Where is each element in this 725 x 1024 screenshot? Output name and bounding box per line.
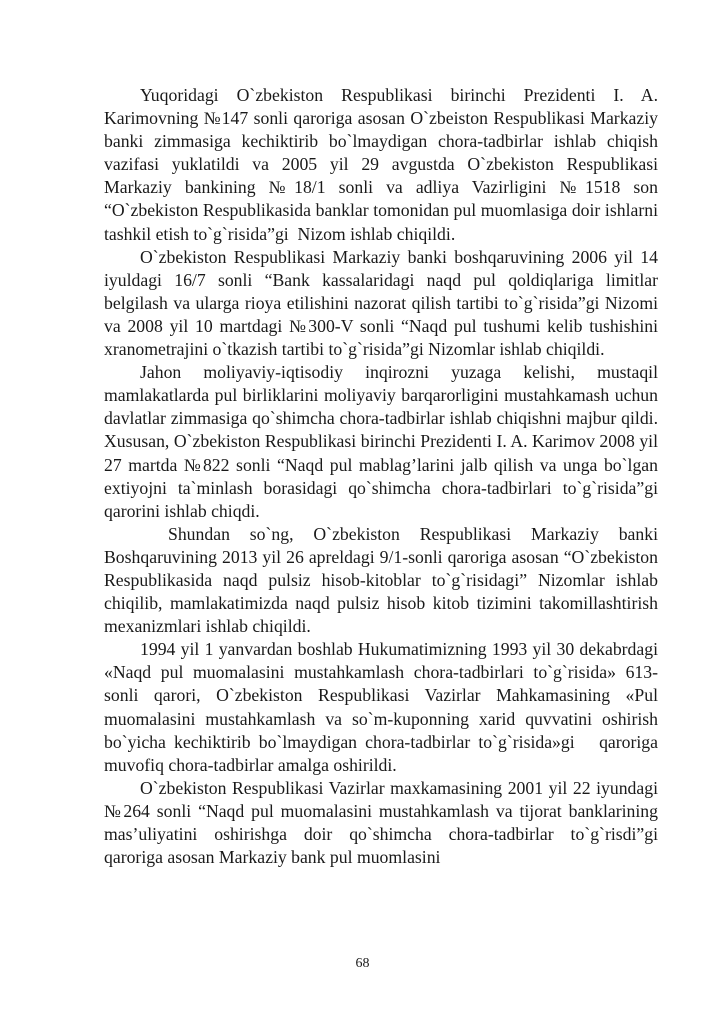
paragraph-4: Shundan so`ng, O`zbekiston Respublikasi Markaziy banki Boshqaruvining 2013 yil 26 apreldagi 9/1-sonli qaroriga asosan “O`zbekiston Respublikasida naqd pulsiz hisob-kitoblar to`g`risidagi” Nizomlar ishlab chiqilib, mamlakatimizda naqd pulsiz hisob kitob tizimini takomillashtirish mexanizmlari ishlab chiqildi. — [104, 523, 667, 637]
paragraph-1: Yuqoridagi O`zbekiston Respublikasi birinchi Prezidenti I. A. Karimovning №147 sonli qaroriga asosan O`zbeiston Respublikasi Markaziy banki zimmasiga kechiktirib bo`lmaydigan chora-tadbirlar ishlab chiqish vazifasi yuklatildi va 2005 yil 29 avgustda O`zbekiston Respublikasi Markaziy bankining №18/1 sonli va adliya Vazirligini №1518 son “O`zbekiston Respublikasida banklar tomonidan pul muomlasiga doir ishlarni tashkil etish to`g`risida”gi Nizom ishlab chiqildi. — [104, 85, 663, 244]
body-text — [104, 84, 676, 869]
paragraph-3: Jahon moliyaviy-iqtisodiy inqirozni yuzaga kelishi, mustaqil mamlakatlarda pul birliklarini moliyaviy barqarorligini mustahkamash uchun davlatlar zimmasiga qo`shimcha chora-tadbirlar ishlab chiqishni majbur qildi. Xususan, O`zbekiston Respublikasi birinchi Prezidenti I. A. Karimov 2008 yil 27 martda №822 sonli “Naqd pul mablag’larini jalb qilish va unga bo`lgan extiyojni ta`minlash borasidagi qo`shimcha chora-tadbirlari to`g`risida”gi qarorini ishlab chiqdi. — [104, 362, 676, 521]
paragraph-6: O`zbekiston Respublikasi Vazirlar maxkamasining 2001 yil 22 iyundagi №264 sonli “Naqd pul muomalasini mustahkamlash va tijorat banklarining mas’uliyatini oshirishga doir qo`shimcha chora-tadbirlar to`g`risdi”gi qaroriga asosan Markaziy bank pul muomlasini — [104, 777, 663, 868]
page-number: 68 — [355, 956, 370, 971]
paragraph-5: 1994 yil 1 yanvardan boshlab Hukumatimizning 1993 yil 30 dekabrdagi «Naqd pul muomalasini mustahkamlash chora-tadbirlari to`g`risida» 613-sonli qarori, O`zbekiston Respublikasi Vazirlar Mahkamasining «Pul muomalasini mustahkamlash va so`m-kuponning xarid quvvatini oshirish bo`yicha kechiktirib bo`lmaydigan chora-tadbirlar to`g`risida»gi qaroriga muvofiq chora-tadbirlar amalga oshirildi. — [104, 639, 663, 775]
paragraph-2: O`zbekiston Respublikasi Markaziy banki boshqaruvining 2006 yil 14 iyuldagi 16/7 sonli “Bank kassalaridagi naqd pul qoldiqlariga limitlar belgilash va ularga rioya etilishini nazorat qilish tartibi to`g`risida”gi Nizomi va 2008 yil 10 martdagi №300-V sonli “Naqd pul tushumi kelib tushishini xranometrajini o`tkazish tartibi to`g`risida”gi Nizomlar ishlab chiqildi. — [104, 246, 663, 360]
